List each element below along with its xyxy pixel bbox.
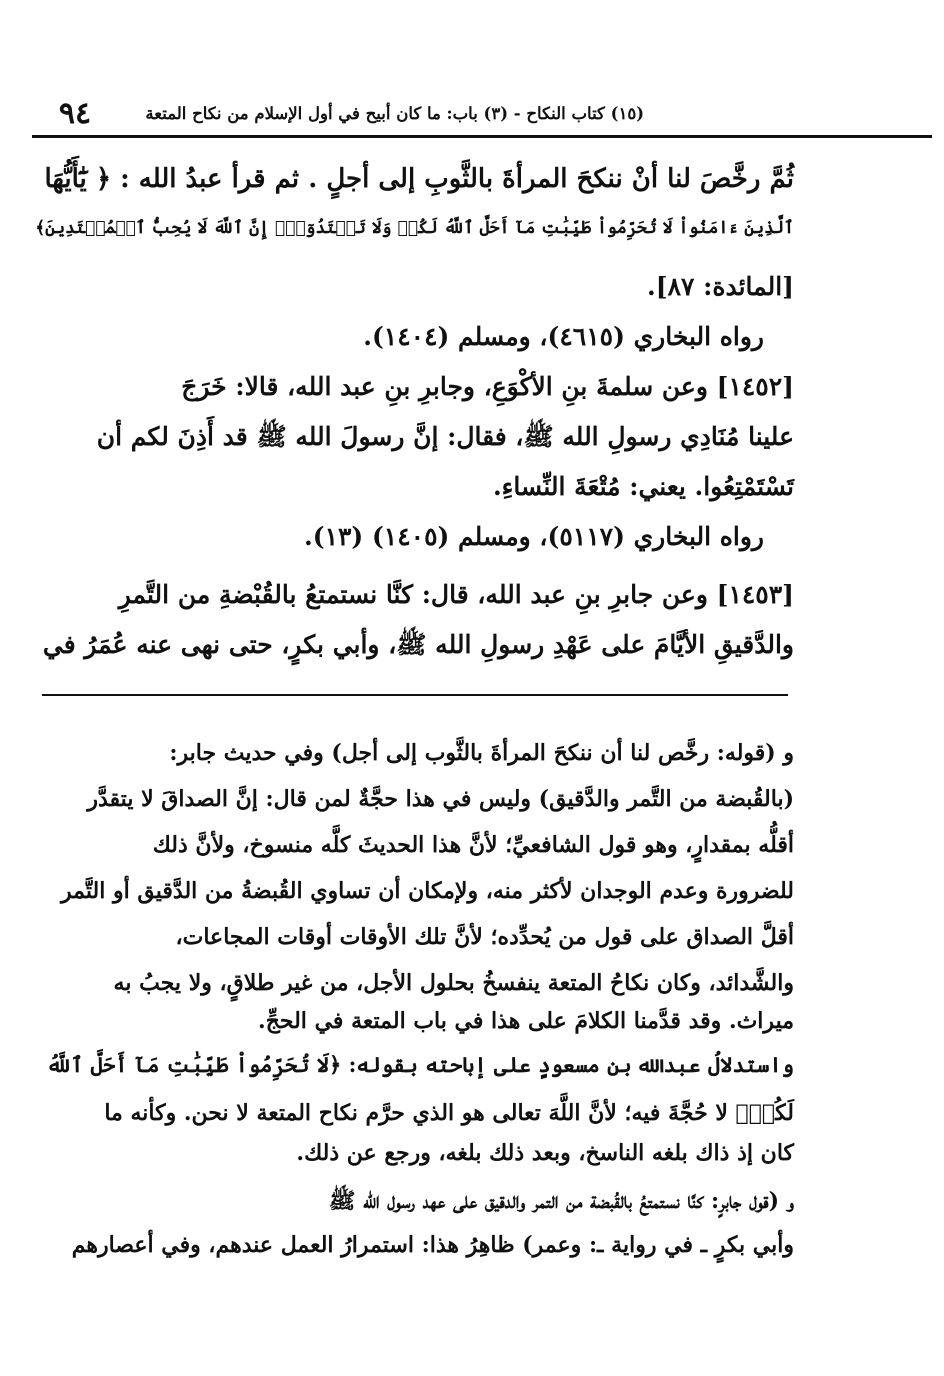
main-text-line: رواه البخاري (٤٦١٥)، ومسلم (١٤٠٤). [363, 322, 764, 351]
page-number: ٩٤ [58, 96, 92, 131]
main-text-line: [١٤٥٢] وعن سلمةَ بنِ الأكْوَعِ، وجابرِ بنِ عبد الله، قالا: خَرَجَ [181, 372, 794, 401]
main-text-line: علينا مُنَادِي رسولِ الله ﷺ، فقال: إنَّ رسولَ الله ﷺ قد أَذِنَ لكم أن [96, 422, 794, 451]
commentary-line: (بالقُبضة من التَّمر والدَّقيق) وليس في هذا حجَّةٌ لمن قال: إنَّ الصداقَ لا يتقدَّر [87, 786, 794, 812]
commentary-line: أقلُّه بمقدارٍ، وهو قول الشافعيِّ؛ لأنَّ هذا الحديثَ كلَّه منسوخ، ولأنَّ ذلك [152, 832, 794, 858]
main-text-line: ثُمَّ رخَّصَ لنا أنْ ننكحَ المرأةَ بالثَّوبِ إلى أجلٍ . ثم قرأ عبدُ الله : ﴿ يَٰٓأَيُّهَا [44, 164, 794, 194]
commentary-line: وأبي بكرٍ ـ في رواية ـ: وعمر) ظاهِرُ هذا: استمرارُ العمل عندهم، وفي أعصارهم [71, 1232, 794, 1258]
footnote-separator [42, 694, 788, 696]
main-text-line: والدَّقيقِ الأيَّامَ على عَهْدِ رسولِ الله ﷺ، وأبي بكرٍ، حتى نهى عنه عُمَرُ في [42, 630, 794, 659]
commentary-line: أقلَّ الصداق على قول من يُحدِّده؛ لأنَّ تلك الأوقات أوقات المجاعات، [175, 924, 794, 950]
running-title: (١٥) كتاب النكاح - (٣) باب: ما كان أبيح في أول الإسلام من نكاح المتعة [145, 104, 644, 123]
commentary-line: للضرورة وعدم الوجدان لأكثر منه، ولإمكان أن تساوي القُبضةُ من الدَّقيق أو التَّمر [61, 878, 794, 904]
main-text-line: تَسْتَمْتِعُوا. يعني: مُتْعَةَ النِّساءِ. [492, 472, 794, 501]
main-text-line: رواه البخاري (٥١١٧)، ومسلم (١٤٠٥) (١٣). [304, 522, 764, 551]
commentary-line: ميراث. وقد قدَّمنا الكلامَ على هذا في باب المتعة في الحجِّ. [258, 1008, 794, 1034]
header-rule [32, 135, 932, 138]
main-text-line: [١٤٥٣] وعن جابرِ بنِ عبد الله، قال: كنَّا نستمتعُ بالقُبْضةِ من التَّمرِ [118, 580, 794, 609]
commentary-line: والشَّدائد، وكان نكاحُ المتعة ينفسخُ بحلول الأجل، من غير طلاقٍ، ولا يجبُ به [113, 970, 794, 996]
commentary-line: واستدلالُ عبدالله بن مسعودٍ على إباحته بقوله: ﴿لَا تُحَرِّمُواْ طَيِّبَٰتِ مَآ أَحَلَّ ٱللَّهُ [46, 1052, 794, 1077]
commentary-line: و (قوله: رخَّص لنا أن ننكحَ المرأةَ بالثَّوب إلى أجل) وفي حديث جابر: [169, 740, 794, 766]
main-text-line: ٱلَّذِينَ ءَامَنُواْ لَا تُحَرِّمُواْ طَيِّبَٰتِ مَآ أَحَلَّ ٱللَّهُ لَكُمۡ وَلَا تَعۡتَدُوٓاْۚ إِنَّ ٱللَّهَ لَا يُحِبُّ ٱلۡمُعۡتَدِينَ﴾ [35, 218, 794, 238]
main-text-line: [المائدة: ٨٧]. [647, 272, 794, 301]
commentary-line: لَكُمۡ﴾ لا حُجَّةَ فيه؛ لأنَّ اللَّهَ تعالى هو الذي حرَّم نكاح المتعة لا نحن. وكأنه ما [104, 1100, 794, 1126]
commentary-line: كان إذ ذاك بلغه الناسخ، وبعد ذلك بلغه، ورجع عن ذلك. [296, 1140, 794, 1166]
commentary-line: و (قول جابرٍ: كنَّا نستمتعُ بالقُبضة من التمر والدقيق على عهد رسول الله ﷺ [328, 1188, 794, 1214]
